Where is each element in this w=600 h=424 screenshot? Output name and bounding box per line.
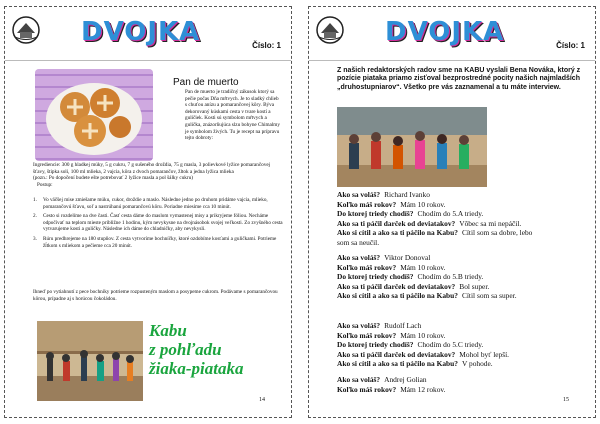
page-number: 14	[259, 397, 265, 403]
recipe-step	[33, 213, 283, 233]
question: Koľko máš rokov?	[337, 262, 397, 272]
recipe-step	[33, 197, 283, 210]
question: Koľko máš rokov?	[337, 330, 397, 340]
newsletter-brand: DVOJKA	[385, 17, 505, 47]
question: Do ktorej triedy chodíš?	[337, 340, 414, 350]
steps-label: Postup:	[37, 181, 53, 188]
qa-row	[337, 200, 593, 210]
question: Koľko máš rokov?	[337, 199, 397, 209]
qa-row	[337, 350, 593, 360]
answer: Mám 10 rokov.	[400, 330, 446, 340]
recipe-note: (pozn.: Po dopočení budete ešte potrebovať 2 lyžice masla a pol šálky cukru)	[33, 175, 193, 182]
answer: Chodím do 5.A triedy.	[417, 209, 484, 219]
recipe-steps	[33, 197, 283, 252]
kabu-title-line: Kabu	[149, 321, 187, 340]
ingredients-text: Ingrediencie: 300 g hladkej múky, 5 g cukru, 7 g sušeného droždia, 75 g masla, 3 polievkové lyžice pomarančovej šťavy, štipka soli, 100 ml mlieka, 2 vajcia, kôra z dvoch pomarančov, žltok a jedna lyžica mlieka	[33, 162, 271, 175]
answer-continuation: som sa neučil.	[337, 237, 380, 247]
qa-row	[337, 190, 593, 200]
issue-number: Číslo: 1	[556, 41, 585, 50]
step-text: Cesto si rozdelíme na dve časti. Časť cesta dáme do maslom vymastenej misy a prikryjeme fóliou. Necháme odpočívať na teplom mieste približne 1 hodinu, kým nevykysne na dvojnásobok svojej veľkosti. Zo zvyšného cesta vytvarujeme kosti a guličky. Následne ich dáme do chladničky, aby nevykysli.	[43, 213, 283, 233]
question: Do ktorej triedy chodíš?	[337, 209, 414, 219]
interview-block	[337, 190, 593, 248]
step-text: Vo väčšej mise zmiešame múku, cukor, droždie a maslo. Následne jedno po druhom pridáme vajcia, mlieko, pomarančovú šťavu, soľ a nastrúhanú pomarančovú kôru. Poriadne miesime cca 10 minút.	[43, 197, 268, 210]
answer: Cítil som sa super.	[461, 291, 517, 301]
interview-intro: Z našich redaktorských radov sme na KABU vyslali Bena Nováka, ktorý z pozície piataka priamo zisťoval bezprostredné pocity našich najmladších „druhostupniarov“. Všetko pre vás zaznamenal a tu máte interview.	[337, 67, 581, 91]
question: Ako sa voláš?	[337, 321, 381, 330]
kabu-title-line: žiaka-piataka	[149, 359, 244, 378]
qa-row	[337, 385, 593, 395]
question: Ako sa ti páčil darček od deviatakov?	[337, 349, 456, 359]
question: Ako si cítil a ako sa ti páčilo na Kabu?	[337, 291, 458, 301]
kabu-title-line: z pohľadu	[149, 340, 222, 359]
recipe-tip: Ihneď po vytiahnutí z pece bochníky potrieme rozpusteným maslom a posypeme cukrom. Podávame s pomarančovou kôrou, prípadne aj s horúcou čokoládou.	[33, 289, 278, 302]
qa-row	[337, 321, 593, 331]
recipe-intro: Pan de muerto je tradičný zákusok ktorý sa pečie počas Dňa mŕtvych. Je to sladký chlieb s chuťou anízu a pomarančovej kôry. Býva dekorovaný kúskami cesta v tvare kostí a guličiek. Kosti sú symbolom mŕtvych a gulička, znázorňujúca slzu bohyne Chimalmy je symbolom živých. Tu je recept na prípravu tejto dobroty:	[185, 89, 280, 142]
step-number: 1.	[33, 197, 37, 203]
question: Ako sa ti páčil darček od deviatakov?	[337, 218, 456, 228]
interview-block	[337, 253, 593, 301]
question: Ako si cítil a ako sa ti páčilo na Kabu?	[337, 228, 458, 238]
step-number: 3.	[33, 235, 37, 242]
kabu-event-photo	[37, 321, 143, 401]
answer: Cítil som sa dobre, lebo	[461, 228, 533, 238]
answer: Vôbec sa mi nepáčil.	[459, 218, 522, 228]
qa-row	[337, 331, 593, 341]
qa-row	[337, 291, 593, 301]
interview-block	[337, 375, 593, 394]
school-logo-icon	[11, 15, 41, 45]
right-page	[308, 6, 596, 418]
kabu-article-title	[149, 321, 269, 378]
recipe-step	[33, 236, 283, 249]
masthead	[309, 11, 595, 61]
step-text: Rúru predhrejeme na 180 stupňov. Z cesta vytvoríme bochníčky, ktoré ozdobíme kosťami a guličkami. Potrieme žĺtkom s mliekom a pečieme cca 20 minút.	[43, 235, 277, 249]
qa-row	[337, 272, 593, 282]
answer: Mám 12 rokov.	[400, 384, 446, 394]
qa-row	[337, 282, 593, 292]
answer: Viktor Donoval	[384, 253, 431, 262]
question: Koľko máš rokov?	[337, 384, 397, 394]
qa-row	[337, 228, 593, 238]
answer: Chodím do 5.C triedy.	[417, 340, 484, 350]
answer: Mohol byť lepší.	[459, 349, 510, 359]
answer: Chodím do 5.B triedy.	[417, 272, 484, 282]
answer: Mám 10 rokov.	[400, 199, 446, 209]
recipe-ingredients	[33, 162, 283, 188]
question: Ako sa voláš?	[337, 253, 381, 262]
question: Do ktorej triedy chodíš?	[337, 272, 414, 282]
qa-row	[337, 219, 593, 229]
page-number: 15	[563, 397, 569, 403]
pupils-group-photo	[337, 107, 487, 187]
qa-row	[337, 375, 593, 385]
step-number: 2.	[33, 213, 37, 220]
left-page	[4, 6, 292, 418]
qa-row	[337, 340, 593, 350]
answer: Mám 10 rokov.	[400, 262, 446, 272]
school-logo-icon	[315, 15, 345, 45]
answer: Bol super.	[459, 281, 490, 291]
answer: Richard Ivanko	[384, 190, 430, 199]
question: Ako sa voláš?	[337, 190, 381, 199]
qa-row	[337, 209, 593, 219]
qa-row	[337, 263, 593, 273]
interview-block	[337, 321, 593, 369]
qa-row	[337, 359, 593, 369]
recipe-title: Pan de muerto	[173, 77, 239, 88]
question: Ako si cítil a ako sa ti páčilo na Kabu?	[337, 359, 458, 369]
issue-number: Číslo: 1	[252, 41, 281, 50]
masthead	[5, 11, 291, 61]
answer: Andrej Golian	[384, 375, 427, 384]
question: Ako sa voláš?	[337, 375, 381, 384]
question: Ako sa ti páčil darček od deviatakov?	[337, 281, 456, 291]
newsletter-brand: DVOJKA	[81, 17, 201, 47]
answer: V pohode.	[461, 359, 493, 369]
qa-row	[337, 253, 593, 263]
pan-de-muerto-photo	[35, 69, 153, 161]
answer: Rudolf Lach	[384, 321, 422, 330]
